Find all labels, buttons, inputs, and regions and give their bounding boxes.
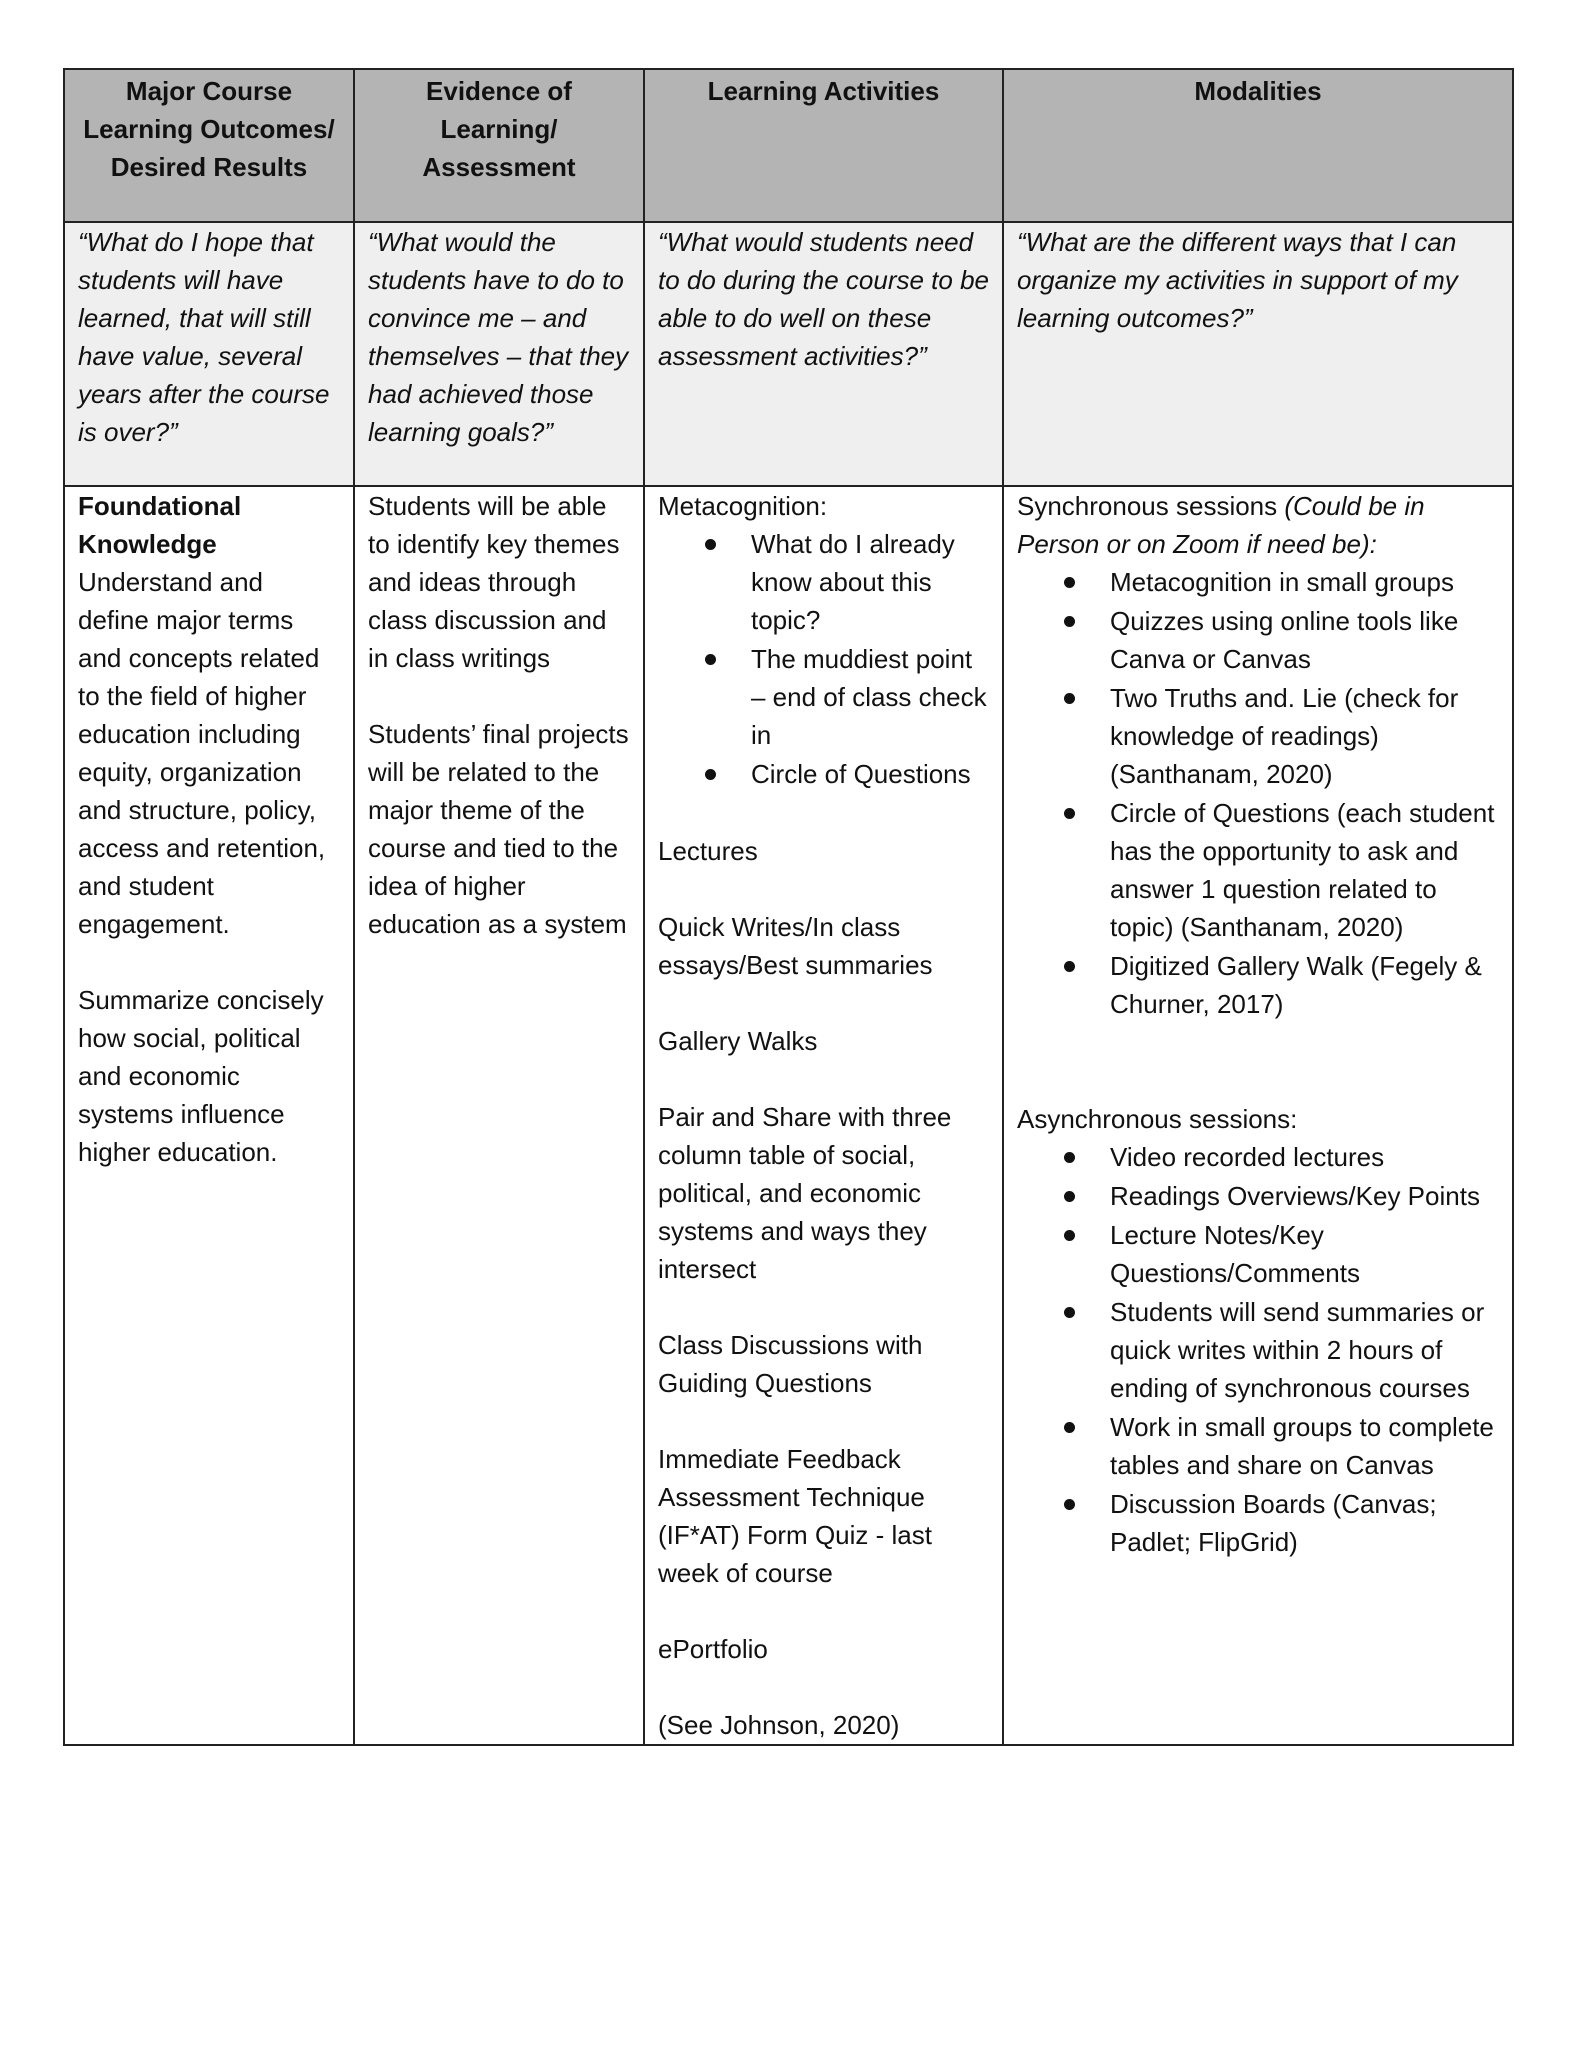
async-list <box>1017 1138 1499 1561</box>
outcome-paragraph: Summarize concisely how social, political and economic systems influence higher education. <box>78 985 324 1167</box>
prompt-modalities: “What are the different ways that I can organize my activities in support of my learning outcomes?” <box>1003 222 1513 486</box>
bullet-icon <box>1064 1191 1075 1202</box>
activity-citation: (See Johnson, 2020) <box>658 1710 900 1740</box>
list-item: Two Truths and. Lie (check for knowledge of readings) (Santhanam, 2020) <box>1017 679 1499 793</box>
activity-item: Pair and Share with three column table of social, political, and economic systems and ways they intersect <box>658 1102 952 1284</box>
list-item: Readings Overviews/Key Points <box>1017 1177 1499 1215</box>
content-row <box>64 486 1513 1745</box>
sync-list <box>1017 563 1499 1023</box>
list-item: The muddiest point – end of class check in <box>658 640 989 754</box>
outcome-heading: Foundational Knowledge <box>78 491 242 559</box>
guiding-question-row <box>64 222 1513 486</box>
bullet-icon <box>1064 693 1075 704</box>
header-activities: Learning Activities <box>644 69 1003 222</box>
metacognition-label: Metacognition: <box>658 491 828 521</box>
activities-cell <box>644 486 1003 1745</box>
activity-item: Gallery Walks <box>658 1026 818 1056</box>
list-item: Discussion Boards (Canvas; Padlet; FlipGrid) <box>1017 1485 1499 1561</box>
bullet-icon <box>705 769 716 780</box>
activity-item: Lectures <box>658 836 758 866</box>
modalities-cell <box>1003 486 1513 1745</box>
evidence-paragraph: Students’ final projects will be related to the major theme of the course and tied to the idea of higher education as a system <box>368 719 629 939</box>
activity-item: Immediate Feedback Assessment Technique (IF*AT) Form Quiz - last week of course <box>658 1444 932 1588</box>
header-evidence: Evidence of Learning/ Assessment <box>354 69 644 222</box>
list-item: Lecture Notes/Key Questions/Comments <box>1017 1216 1499 1292</box>
bullet-icon <box>1064 1307 1075 1318</box>
course-design-table <box>63 68 1514 1746</box>
metacognition-list <box>658 525 989 793</box>
bullet-icon <box>1064 1422 1075 1433</box>
bullet-icon <box>1064 616 1075 627</box>
evidence-cell <box>354 486 644 1745</box>
header-row <box>64 69 1513 222</box>
bullet-icon <box>1064 961 1075 972</box>
bullet-icon <box>705 539 716 550</box>
evidence-paragraph: Students will be able to identify key themes and ideas through class discussion and in class writings <box>368 491 620 673</box>
list-item: Metacognition in small groups <box>1017 563 1499 601</box>
list-item: Digitized Gallery Walk (Fegely & Churner, 2017) <box>1017 947 1499 1023</box>
header-modalities: Modalities <box>1003 69 1513 222</box>
header-outcomes: Major Course Learning Outcomes/ Desired Results <box>64 69 354 222</box>
sync-label: Synchronous sessions (Could be in Person or on Zoom if need be): <box>1017 491 1425 559</box>
bullet-icon <box>1064 577 1075 588</box>
bullet-icon <box>1064 1152 1075 1163</box>
list-item: Students will send summaries or quick writes within 2 hours of ending of synchronous courses <box>1017 1293 1499 1407</box>
outcome-paragraph: Understand and define major terms and concepts related to the field of higher education including equity, organization and structure, policy, access and retention, and student engagement. <box>78 567 326 939</box>
bullet-icon <box>705 654 716 665</box>
prompt-activities: “What would students need to do during the course to be able to do well on these assessment activities?” <box>644 222 1003 486</box>
sync-note: (Could be in Person or on Zoom if need be): <box>1017 491 1425 559</box>
activity-item: Quick Writes/In class essays/Best summaries <box>658 912 933 980</box>
list-item: Quizzes using online tools like Canva or Canvas <box>1017 602 1499 678</box>
bullet-icon <box>1064 1499 1075 1510</box>
list-item: What do I already know about this topic? <box>658 525 989 639</box>
bullet-icon <box>1064 1230 1075 1241</box>
activity-item: ePortfolio <box>658 1634 768 1664</box>
list-item: Circle of Questions (each student has the opportunity to ask and answer 1 question related to topic) (Santhanam, 2020) <box>1017 794 1499 946</box>
outcomes-cell <box>64 486 354 1745</box>
activity-item: Class Discussions with Guiding Questions <box>658 1330 923 1398</box>
async-label: Asynchronous sessions: <box>1017 1104 1298 1134</box>
bullet-icon <box>1064 808 1075 819</box>
list-item: Circle of Questions <box>658 755 989 793</box>
list-item: Work in small groups to complete tables and share on Canvas <box>1017 1408 1499 1484</box>
prompt-outcomes: “What do I hope that students will have learned, that will still have value, several years after the course is over?” <box>64 222 354 486</box>
prompt-evidence: “What would the students have to do to convince me – and themselves – that they had achieved those learning goals?” <box>354 222 644 486</box>
list-item: Video recorded lectures <box>1017 1138 1499 1176</box>
